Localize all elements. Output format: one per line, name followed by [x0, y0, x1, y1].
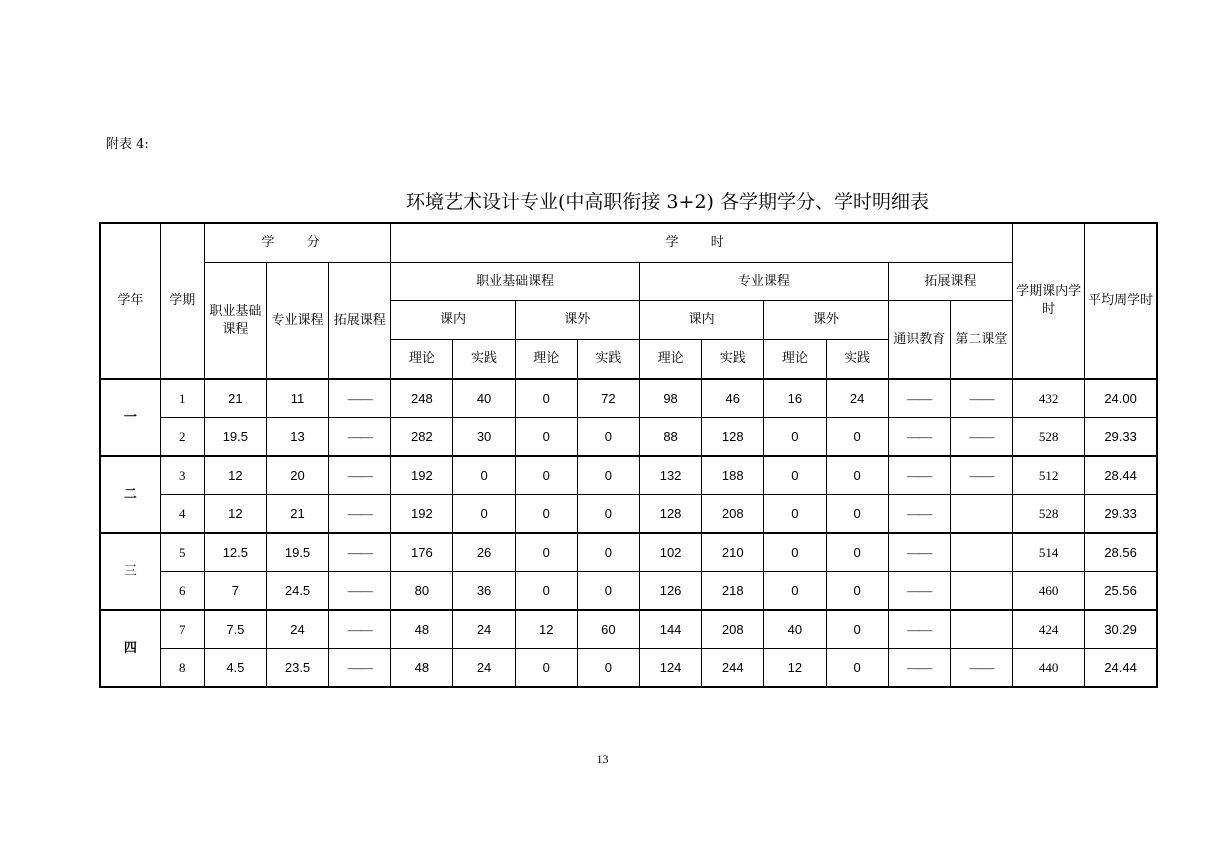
header-hours-ext: 拓展课程	[888, 263, 1012, 301]
header-basic-in: 课内	[391, 301, 515, 340]
basic-in-practice-cell: 40	[453, 379, 515, 418]
major-out-theory-cell: 0	[764, 456, 826, 495]
header-second-class: 第二课堂	[950, 301, 1012, 380]
table-row	[100, 456, 1157, 495]
credit-ext-cell: ——	[329, 610, 391, 649]
credit-ext-cell: ——	[329, 418, 391, 457]
basic-out-practice-cell: 0	[577, 649, 639, 688]
header-hours: 学 时	[391, 223, 1013, 263]
basic-in-practice-cell: 26	[453, 533, 515, 572]
term-hours-cell: 512	[1013, 456, 1085, 495]
basic-in-theory-cell: 176	[391, 533, 453, 572]
credit-basic-cell: 12	[204, 456, 266, 495]
basic-in-practice-cell: 36	[453, 572, 515, 611]
header-credit-ext: 拓展课程	[329, 263, 391, 380]
term-hours-cell: 424	[1013, 610, 1085, 649]
ext-general-cell: ——	[888, 572, 950, 611]
avg-weekly-cell: 24.00	[1085, 379, 1157, 418]
major-in-theory-cell: 102	[639, 533, 701, 572]
term-hours-cell: 432	[1013, 379, 1085, 418]
ext-general-cell: ——	[888, 610, 950, 649]
basic-out-practice-cell: 0	[577, 456, 639, 495]
basic-out-practice-cell: 0	[577, 533, 639, 572]
year-label: 一	[100, 379, 160, 456]
header-practice: 实践	[826, 340, 888, 380]
ext-second-cell	[950, 572, 1012, 611]
header-avg-weekly: 平均周学时	[1085, 223, 1157, 379]
semester-cell: 1	[160, 379, 204, 418]
semester-cell: 2	[160, 418, 204, 457]
ext-general-cell: ——	[888, 533, 950, 572]
header-theory: 理论	[515, 340, 577, 380]
credit-basic-cell: 21	[204, 379, 266, 418]
major-out-practice-cell: 0	[826, 533, 888, 572]
ext-second-cell	[950, 495, 1012, 534]
basic-in-practice-cell: 24	[453, 610, 515, 649]
year-4-rows	[100, 610, 1157, 687]
basic-in-theory-cell: 48	[391, 610, 453, 649]
table-row	[100, 533, 1157, 572]
credit-major-cell: 24.5	[266, 572, 328, 611]
major-out-theory-cell: 0	[764, 533, 826, 572]
ext-second-cell: ——	[950, 456, 1012, 495]
basic-out-theory-cell: 0	[515, 456, 577, 495]
ext-general-cell: ——	[888, 418, 950, 457]
major-in-practice-cell: 244	[702, 649, 764, 688]
major-out-theory-cell: 40	[764, 610, 826, 649]
ext-general-cell: ——	[888, 649, 950, 688]
avg-weekly-cell: 28.44	[1085, 456, 1157, 495]
credit-basic-cell: 4.5	[204, 649, 266, 688]
page-title: 环境艺术设计专业(中高职衔接 3+2) 各学期学分、学时明细表	[405, 191, 929, 213]
major-in-practice-cell: 218	[702, 572, 764, 611]
year-2-rows	[100, 456, 1157, 533]
credits-hours-table	[99, 222, 1158, 688]
basic-in-theory-cell: 248	[391, 379, 453, 418]
table-row	[100, 610, 1157, 649]
header-major-in: 课内	[639, 301, 763, 340]
basic-out-theory-cell: 0	[515, 649, 577, 688]
basic-in-theory-cell: 192	[391, 456, 453, 495]
basic-out-practice-cell: 60	[577, 610, 639, 649]
ext-second-cell: ——	[950, 379, 1012, 418]
year-3-rows	[100, 533, 1157, 610]
year-label: 二	[100, 456, 160, 533]
table-row	[100, 649, 1157, 688]
basic-in-theory-cell: 48	[391, 649, 453, 688]
major-out-practice-cell: 0	[826, 572, 888, 611]
major-out-practice-cell: 0	[826, 610, 888, 649]
header-theory: 理论	[391, 340, 453, 380]
header-credits: 学 分	[204, 223, 391, 263]
term-hours-cell: 514	[1013, 533, 1085, 572]
appendix-label: 附表 4:	[106, 137, 149, 152]
avg-weekly-cell: 29.33	[1085, 495, 1157, 534]
header-theory: 理论	[764, 340, 826, 380]
credit-major-cell: 11	[266, 379, 328, 418]
semester-cell: 3	[160, 456, 204, 495]
basic-in-practice-cell: 30	[453, 418, 515, 457]
semester-cell: 4	[160, 495, 204, 534]
credit-ext-cell: ——	[329, 495, 391, 534]
ext-second-cell	[950, 610, 1012, 649]
major-out-theory-cell: 0	[764, 418, 826, 457]
credit-ext-cell: ——	[329, 379, 391, 418]
semester-cell: 6	[160, 572, 204, 611]
ext-second-cell: ——	[950, 418, 1012, 457]
major-out-practice-cell: 0	[826, 456, 888, 495]
basic-out-theory-cell: 0	[515, 418, 577, 457]
basic-out-theory-cell: 0	[515, 572, 577, 611]
table-row	[100, 379, 1157, 418]
header-term-hours: 学期课内学时	[1013, 223, 1085, 379]
term-hours-cell: 528	[1013, 495, 1085, 534]
major-out-theory-cell: 0	[764, 495, 826, 534]
table-header	[100, 223, 1157, 379]
major-out-practice-cell: 24	[826, 379, 888, 418]
header-practice: 实践	[453, 340, 515, 380]
credit-major-cell: 24	[266, 610, 328, 649]
credit-basic-cell: 12.5	[204, 533, 266, 572]
major-in-theory-cell: 126	[639, 572, 701, 611]
major-out-practice-cell: 0	[826, 495, 888, 534]
major-in-theory-cell: 88	[639, 418, 701, 457]
major-in-practice-cell: 208	[702, 610, 764, 649]
major-out-practice-cell: 0	[826, 649, 888, 688]
major-out-theory-cell: 16	[764, 379, 826, 418]
header-theory: 理论	[639, 340, 701, 380]
header-major-out: 课外	[764, 301, 888, 340]
semester-cell: 7	[160, 610, 204, 649]
credit-ext-cell: ——	[329, 456, 391, 495]
credit-major-cell: 20	[266, 456, 328, 495]
header-practice: 实践	[702, 340, 764, 380]
credit-basic-cell: 7.5	[204, 610, 266, 649]
major-in-theory-cell: 144	[639, 610, 701, 649]
major-in-theory-cell: 128	[639, 495, 701, 534]
credit-major-cell: 23.5	[266, 649, 328, 688]
basic-out-theory-cell: 0	[515, 495, 577, 534]
basic-in-practice-cell: 24	[453, 649, 515, 688]
header-hours-basic: 职业基础课程	[391, 263, 640, 301]
major-in-practice-cell: 128	[702, 418, 764, 457]
header-general-edu: 通识教育	[888, 301, 950, 380]
basic-out-practice-cell: 72	[577, 379, 639, 418]
ext-general-cell: ——	[888, 495, 950, 534]
avg-weekly-cell: 29.33	[1085, 418, 1157, 457]
major-in-theory-cell: 124	[639, 649, 701, 688]
major-in-practice-cell: 210	[702, 533, 764, 572]
ext-general-cell: ——	[888, 379, 950, 418]
semester-cell: 5	[160, 533, 204, 572]
header-hours-major: 专业课程	[639, 263, 888, 301]
basic-out-theory-cell: 0	[515, 379, 577, 418]
ext-second-cell: ——	[950, 649, 1012, 688]
header-basic-out: 课外	[515, 301, 639, 340]
credit-ext-cell: ——	[329, 533, 391, 572]
table-row	[100, 418, 1157, 457]
avg-weekly-cell: 25.56	[1085, 572, 1157, 611]
major-in-practice-cell: 208	[702, 495, 764, 534]
ext-second-cell	[950, 533, 1012, 572]
term-hours-cell: 440	[1013, 649, 1085, 688]
table-row	[100, 572, 1157, 611]
credit-basic-cell: 19.5	[204, 418, 266, 457]
avg-weekly-cell: 28.56	[1085, 533, 1157, 572]
credit-major-cell: 19.5	[266, 533, 328, 572]
major-out-theory-cell: 0	[764, 572, 826, 611]
major-out-practice-cell: 0	[826, 418, 888, 457]
credit-ext-cell: ——	[329, 649, 391, 688]
header-year: 学年	[100, 223, 160, 379]
major-out-theory-cell: 12	[764, 649, 826, 688]
basic-in-theory-cell: 80	[391, 572, 453, 611]
avg-weekly-cell: 30.29	[1085, 610, 1157, 649]
major-in-practice-cell: 46	[702, 379, 764, 418]
basic-out-theory-cell: 12	[515, 610, 577, 649]
basic-out-theory-cell: 0	[515, 533, 577, 572]
basic-out-practice-cell: 0	[577, 572, 639, 611]
year-label: 三	[100, 533, 160, 610]
term-hours-cell: 460	[1013, 572, 1085, 611]
major-in-theory-cell: 98	[639, 379, 701, 418]
credit-major-cell: 13	[266, 418, 328, 457]
credit-major-cell: 21	[266, 495, 328, 534]
year-label: 四	[100, 610, 160, 687]
term-hours-cell: 528	[1013, 418, 1085, 457]
basic-in-theory-cell: 192	[391, 495, 453, 534]
table-row	[100, 495, 1157, 534]
year-1-rows	[100, 379, 1157, 456]
avg-weekly-cell: 24.44	[1085, 649, 1157, 688]
basic-in-practice-cell: 0	[453, 456, 515, 495]
header-credit-basic: 职业基础课程	[204, 263, 266, 380]
major-in-theory-cell: 132	[639, 456, 701, 495]
ext-general-cell: ——	[888, 456, 950, 495]
header-credit-major: 专业课程	[266, 263, 328, 380]
header-practice: 实践	[577, 340, 639, 380]
credit-basic-cell: 7	[204, 572, 266, 611]
credit-ext-cell: ——	[329, 572, 391, 611]
basic-out-practice-cell: 0	[577, 418, 639, 457]
page-number: 13	[596, 752, 609, 766]
basic-in-theory-cell: 282	[391, 418, 453, 457]
basic-out-practice-cell: 0	[577, 495, 639, 534]
credit-basic-cell: 12	[204, 495, 266, 534]
major-in-practice-cell: 188	[702, 456, 764, 495]
header-semester: 学期	[160, 223, 204, 379]
basic-in-practice-cell: 0	[453, 495, 515, 534]
semester-cell: 8	[160, 649, 204, 688]
